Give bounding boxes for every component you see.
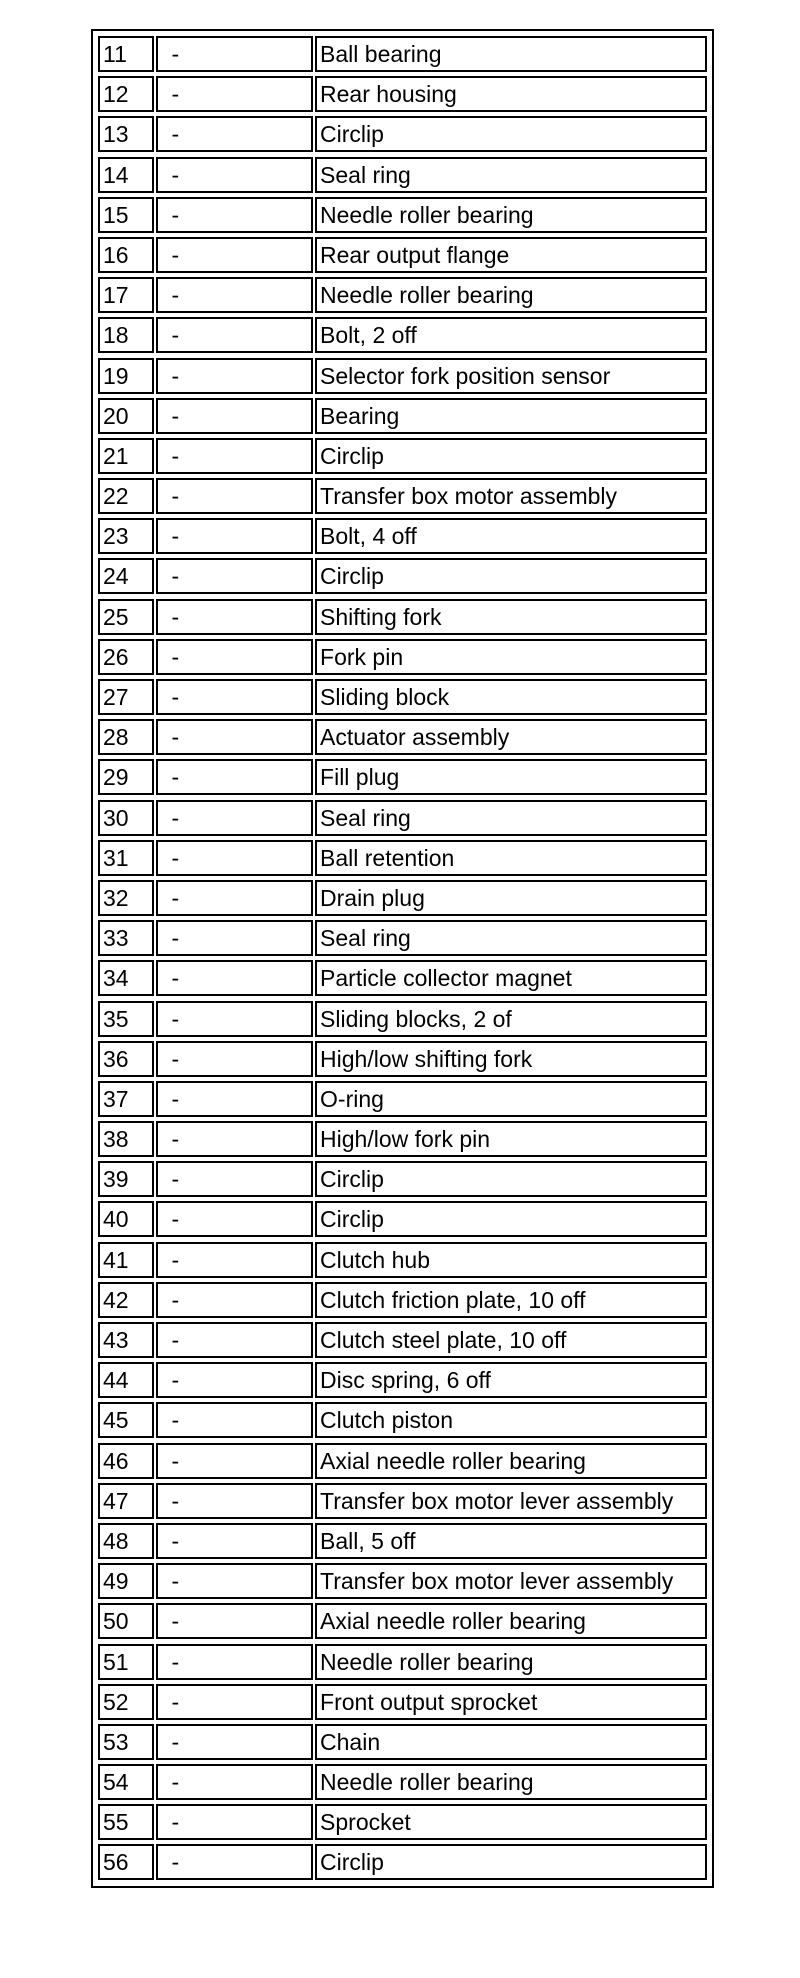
table-row — [96, 114, 709, 154]
table-row — [96, 516, 709, 556]
table-row — [96, 1441, 709, 1481]
part-number-cell: 47 — [98, 1483, 154, 1519]
part-number-cell: 13 — [98, 116, 154, 152]
part-number-cell: 35 — [98, 1001, 154, 1037]
separator-cell: - — [156, 1161, 313, 1197]
part-description-cell: Rear housing — [315, 76, 707, 112]
table-row — [96, 597, 709, 637]
separator-cell: - — [156, 1201, 313, 1237]
table-row — [96, 1762, 709, 1802]
part-description-cell: Ball retention — [315, 840, 707, 876]
part-description-cell: Clutch steel plate, 10 off — [315, 1322, 707, 1358]
separator-cell: - — [156, 920, 313, 956]
separator-cell: - — [156, 1724, 313, 1760]
part-number-cell: 39 — [98, 1161, 154, 1197]
table-row — [96, 235, 709, 275]
part-number-cell: 48 — [98, 1523, 154, 1559]
part-description-cell: Circlip — [315, 116, 707, 152]
separator-cell: - — [156, 679, 313, 715]
separator-cell: - — [156, 800, 313, 836]
part-description-cell: Clutch piston — [315, 1402, 707, 1438]
part-description-cell: Front output sprocket — [315, 1684, 707, 1720]
separator-cell: - — [156, 398, 313, 434]
part-number-cell: 22 — [98, 478, 154, 514]
part-number-cell: 37 — [98, 1081, 154, 1117]
part-number-cell: 52 — [98, 1684, 154, 1720]
table-row — [96, 1842, 709, 1882]
table-row — [96, 1642, 709, 1682]
separator-cell: - — [156, 960, 313, 996]
separator-cell: - — [156, 1603, 313, 1639]
table-row — [96, 155, 709, 195]
part-description-cell: Sliding block — [315, 679, 707, 715]
table-row — [96, 275, 709, 315]
part-number-cell: 53 — [98, 1724, 154, 1760]
table-row — [96, 999, 709, 1039]
part-number-cell: 31 — [98, 840, 154, 876]
table-row — [96, 1320, 709, 1360]
part-description-cell: Seal ring — [315, 157, 707, 193]
table-row — [96, 757, 709, 797]
part-description-cell: Shifting fork — [315, 599, 707, 635]
separator-cell: - — [156, 1483, 313, 1519]
table-row — [96, 918, 709, 958]
part-number-cell: 45 — [98, 1402, 154, 1438]
part-description-cell: Transfer box motor lever assembly — [315, 1483, 707, 1519]
table-row — [96, 958, 709, 998]
part-description-cell: Bolt, 4 off — [315, 518, 707, 554]
part-number-cell: 32 — [98, 880, 154, 916]
part-number-cell: 26 — [98, 639, 154, 675]
part-description-cell: Selector fork position sensor — [315, 358, 707, 394]
separator-cell: - — [156, 1001, 313, 1037]
part-number-cell: 30 — [98, 800, 154, 836]
part-description-cell: Clutch friction plate, 10 off — [315, 1282, 707, 1318]
part-description-cell: Circlip — [315, 1161, 707, 1197]
separator-cell: - — [156, 1804, 313, 1840]
table-row — [96, 1240, 709, 1280]
part-description-cell: Circlip — [315, 438, 707, 474]
part-description-cell: Needle roller bearing — [315, 1644, 707, 1680]
table-row — [96, 356, 709, 396]
separator-cell: - — [156, 1322, 313, 1358]
separator-cell: - — [156, 1242, 313, 1278]
table-row — [96, 74, 709, 114]
table-row — [96, 1360, 709, 1400]
part-number-cell: 41 — [98, 1242, 154, 1278]
separator-cell: - — [156, 1844, 313, 1880]
part-description-cell: Needle roller bearing — [315, 277, 707, 313]
table-row — [96, 1159, 709, 1199]
part-number-cell: 36 — [98, 1041, 154, 1077]
separator-cell: - — [156, 36, 313, 72]
separator-cell: - — [156, 317, 313, 353]
separator-cell: - — [156, 1644, 313, 1680]
part-number-cell: 49 — [98, 1563, 154, 1599]
table-row — [96, 838, 709, 878]
table-row — [96, 396, 709, 436]
part-description-cell: Axial needle roller bearing — [315, 1603, 707, 1639]
separator-cell: - — [156, 1402, 313, 1438]
part-description-cell: Bolt, 2 off — [315, 317, 707, 353]
part-number-cell: 33 — [98, 920, 154, 956]
part-description-cell: Sprocket — [315, 1804, 707, 1840]
part-number-cell: 46 — [98, 1443, 154, 1479]
separator-cell: - — [156, 197, 313, 233]
part-description-cell: Needle roller bearing — [315, 1764, 707, 1800]
part-description-cell: O-ring — [315, 1081, 707, 1117]
separator-cell: - — [156, 1041, 313, 1077]
table-row — [96, 677, 709, 717]
separator-cell: - — [156, 759, 313, 795]
part-number-cell: 40 — [98, 1201, 154, 1237]
separator-cell: - — [156, 1563, 313, 1599]
table-row — [96, 1561, 709, 1601]
part-number-cell: 43 — [98, 1322, 154, 1358]
part-number-cell: 51 — [98, 1644, 154, 1680]
part-description-cell: Disc spring, 6 off — [315, 1362, 707, 1398]
table-row — [96, 1722, 709, 1762]
part-number-cell: 29 — [98, 759, 154, 795]
part-description-cell: Chain — [315, 1724, 707, 1760]
part-number-cell: 55 — [98, 1804, 154, 1840]
part-description-cell: Needle roller bearing — [315, 197, 707, 233]
part-description-cell: Clutch hub — [315, 1242, 707, 1278]
part-number-cell: 14 — [98, 157, 154, 193]
separator-cell: - — [156, 438, 313, 474]
separator-cell: - — [156, 558, 313, 594]
part-number-cell: 16 — [98, 237, 154, 273]
table-row — [96, 1119, 709, 1159]
table-row — [96, 556, 709, 596]
table-row — [96, 315, 709, 355]
part-description-cell: Ball bearing — [315, 36, 707, 72]
part-number-cell: 54 — [98, 1764, 154, 1800]
part-description-cell: Sliding blocks, 2 of — [315, 1001, 707, 1037]
separator-cell: - — [156, 277, 313, 313]
separator-cell: - — [156, 518, 313, 554]
part-description-cell: Particle collector magnet — [315, 960, 707, 996]
part-number-cell: 34 — [98, 960, 154, 996]
separator-cell: - — [156, 358, 313, 394]
part-description-cell: High/low fork pin — [315, 1121, 707, 1157]
part-description-cell: Bearing — [315, 398, 707, 434]
parts-table — [91, 29, 714, 1888]
table-row — [96, 798, 709, 838]
separator-cell: - — [156, 1684, 313, 1720]
part-number-cell: 20 — [98, 398, 154, 434]
table-row — [96, 476, 709, 516]
table-row — [96, 1481, 709, 1521]
separator-cell: - — [156, 639, 313, 675]
part-description-cell: Ball, 5 off — [315, 1523, 707, 1559]
table-row — [96, 34, 709, 74]
separator-cell: - — [156, 880, 313, 916]
table-row — [96, 1079, 709, 1119]
part-number-cell: 42 — [98, 1282, 154, 1318]
part-description-cell: Rear output flange — [315, 237, 707, 273]
part-description-cell: Fork pin — [315, 639, 707, 675]
table-row — [96, 878, 709, 918]
part-number-cell: 44 — [98, 1362, 154, 1398]
part-number-cell: 25 — [98, 599, 154, 635]
table-row — [96, 1280, 709, 1320]
part-number-cell: 23 — [98, 518, 154, 554]
part-description-cell: Circlip — [315, 1844, 707, 1880]
table-row — [96, 637, 709, 677]
separator-cell: - — [156, 719, 313, 755]
separator-cell: - — [156, 1362, 313, 1398]
separator-cell: - — [156, 1121, 313, 1157]
part-number-cell: 17 — [98, 277, 154, 313]
table-row — [96, 1039, 709, 1079]
table-row — [96, 1601, 709, 1641]
separator-cell: - — [156, 1523, 313, 1559]
separator-cell: - — [156, 478, 313, 514]
separator-cell: - — [156, 1282, 313, 1318]
separator-cell: - — [156, 1443, 313, 1479]
part-description-cell: Drain plug — [315, 880, 707, 916]
separator-cell: - — [156, 76, 313, 112]
part-description-cell: Circlip — [315, 1201, 707, 1237]
part-number-cell: 21 — [98, 438, 154, 474]
part-description-cell: Circlip — [315, 558, 707, 594]
part-number-cell: 24 — [98, 558, 154, 594]
part-description-cell: Actuator assembly — [315, 719, 707, 755]
part-description-cell: Transfer box motor assembly — [315, 478, 707, 514]
table-row — [96, 1400, 709, 1440]
separator-cell: - — [156, 157, 313, 193]
table-row — [96, 436, 709, 476]
part-description-cell: Seal ring — [315, 920, 707, 956]
table-row — [96, 717, 709, 757]
part-number-cell: 28 — [98, 719, 154, 755]
separator-cell: - — [156, 599, 313, 635]
part-number-cell: 19 — [98, 358, 154, 394]
separator-cell: - — [156, 237, 313, 273]
part-number-cell: 50 — [98, 1603, 154, 1639]
separator-cell: - — [156, 1764, 313, 1800]
part-number-cell: 18 — [98, 317, 154, 353]
part-number-cell: 38 — [98, 1121, 154, 1157]
table-row — [96, 1199, 709, 1239]
part-number-cell: 27 — [98, 679, 154, 715]
part-description-cell: High/low shifting fork — [315, 1041, 707, 1077]
part-number-cell: 11 — [98, 36, 154, 72]
part-description-cell: Seal ring — [315, 800, 707, 836]
part-description-cell: Fill plug — [315, 759, 707, 795]
table-row — [96, 1802, 709, 1842]
table-row — [96, 1682, 709, 1722]
separator-cell: - — [156, 116, 313, 152]
separator-cell: - — [156, 1081, 313, 1117]
table-row — [96, 1521, 709, 1561]
part-number-cell: 56 — [98, 1844, 154, 1880]
separator-cell: - — [156, 840, 313, 876]
table-row — [96, 195, 709, 235]
part-number-cell: 15 — [98, 197, 154, 233]
part-number-cell: 12 — [98, 76, 154, 112]
part-description-cell: Transfer box motor lever assembly — [315, 1563, 707, 1599]
part-description-cell: Axial needle roller bearing — [315, 1443, 707, 1479]
